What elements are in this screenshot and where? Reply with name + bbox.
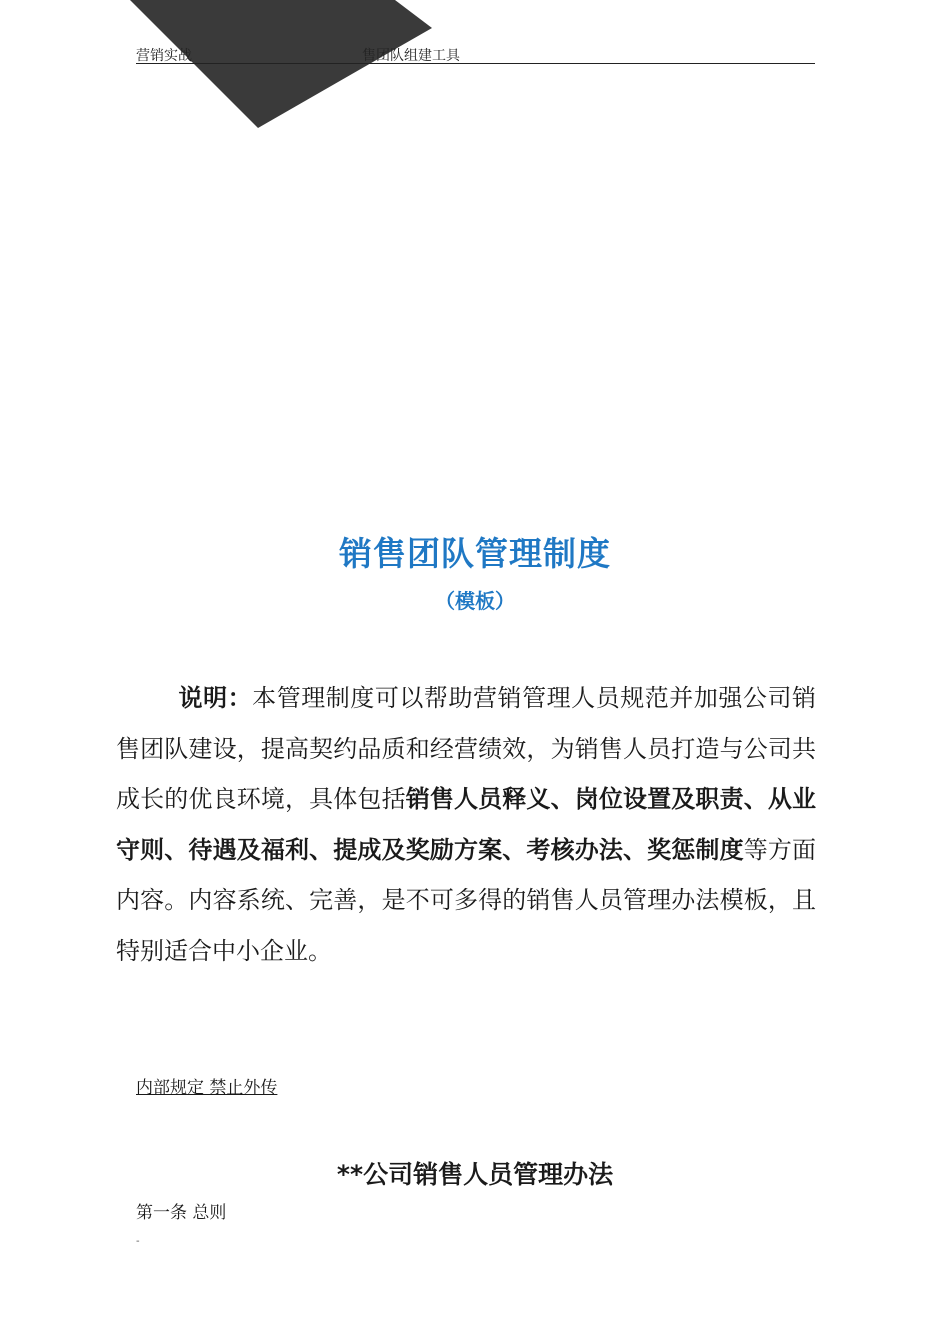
header-right-text: 售团队组建工具 (362, 48, 460, 64)
description-bold-topics: 销售人员释义、岗位设置及职责、从业守则、待遇及福利、提成及奖励方案、考核办法、奖惩制度 (116, 785, 817, 864)
header-divider (136, 63, 815, 64)
description-text-1: 本管理制度可以帮助营销管理人员规范并加强公司销售团队建设，提高契约品质和经营绩效，为销售人员打造与公司共成长的优良环境，具体包括 (116, 684, 817, 813)
description-text-2: 等方面内容。内容系统、完善，是不可多得的销售人员管理办法模板，且特别适合中小企业。 (116, 835, 817, 965)
article-heading: 第一条 总则 (136, 1203, 227, 1223)
document-subtitle: （模板） (435, 589, 515, 613)
document-title: 销售团队管理制度 (339, 534, 611, 573)
internal-note: 内部规定 禁止外传 (136, 1078, 278, 1098)
stray-mark: - (136, 1236, 140, 1247)
section-title: **公司销售人员管理办法 (336, 1160, 614, 1189)
description-paragraph (116, 673, 816, 976)
header-left-text: 营销实战 (136, 48, 192, 64)
description-label: 说明： (178, 684, 253, 712)
corner-decoration (0, 0, 440, 135)
